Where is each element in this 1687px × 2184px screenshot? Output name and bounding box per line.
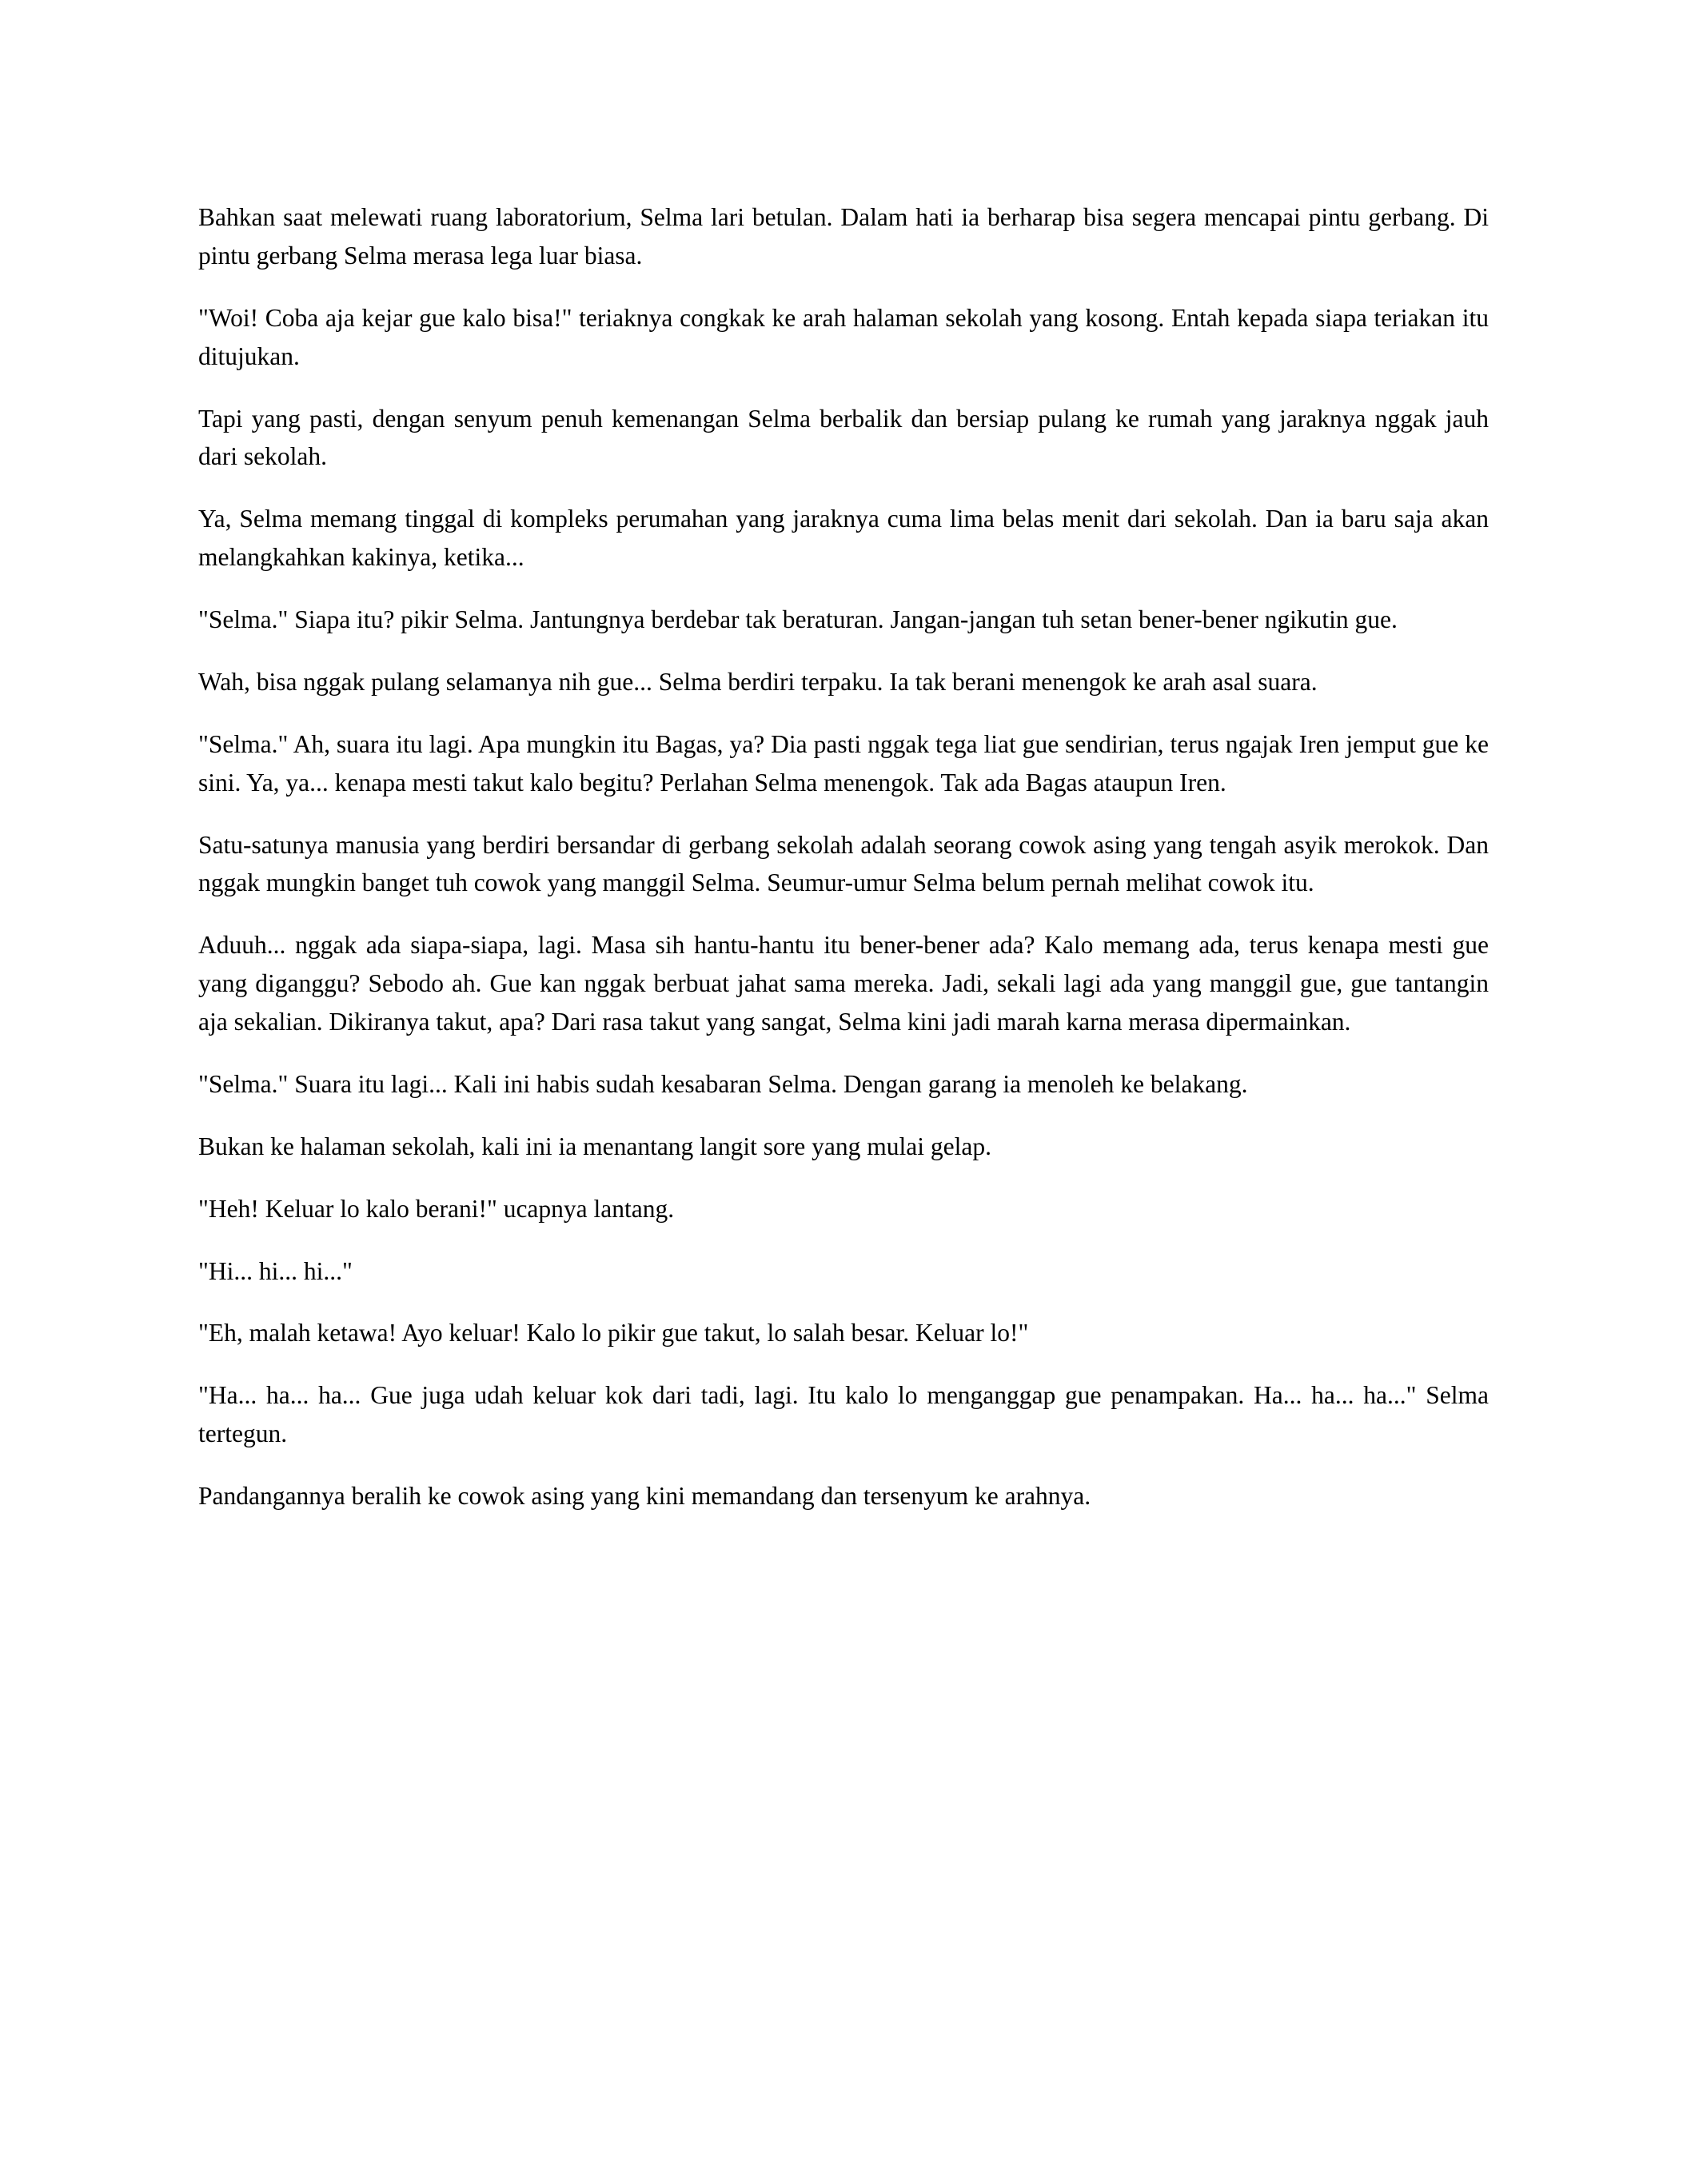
paragraph: "Hi... hi... hi..." [198,1256,353,1285]
paragraph: "Selma." Ah, suara itu lagi. Apa mungkin itu Bagas, ya? Dia pasti nggak tega liat gue sendirian, terus ngajak Iren jemput gue ke sini. Ya, ya... kenapa mesti takut kalo begitu? Perlahan Selma menengok. Tak ada Bagas ataupun Iren. [198,729,1489,797]
document-body [198,198,1489,1515]
paragraph: "Selma." Siapa itu? pikir Selma. Jantungnya berdebar tak beraturan. Jangan-jangan tuh setan bener-bener ngikutin gue. [198,605,1398,633]
paragraph: Satu-satunya manusia yang berdiri bersandar di gerbang sekolah adalah seorang cowok asing yang tengah asyik merokok. Dan nggak mungkin banget tuh cowok yang manggil Selma. Seumur-umur Selma belum pernah melihat cowok itu. [198,830,1489,897]
paragraph: "Woi! Coba aja kejar gue kalo bisa!" teriaknya congkak ke arah halaman sekolah yang kosong. Entah kepada siapa teriakan itu ditujukan. [198,303,1489,370]
paragraph: Aduuh... nggak ada siapa-siapa, lagi. Masa sih hantu-hantu itu bener-bener ada? Kalo memang ada, terus kenapa mesti gue yang diganggu? Sebodo ah. Gue kan nggak berbuat jahat sama mereka. Jadi, sekali lagi ada yang manggil gue, gue tantangin aja sekalian. Dikiranya takut, apa? Dari rasa takut yang sangat, Selma kini jadi marah karna merasa dipermainkan. [198,931,1489,1036]
paragraph: Bahkan saat melewati ruang laboratorium, Selma lari betulan. Dalam hati ia berharap bisa segera mencapai pintu gerbang. Di pintu gerbang Selma merasa lega luar biasa. [198,203,1489,270]
paragraph: Wah, bisa nggak pulang selamanya nih gue... Selma berdiri terpaku. Ia tak berani menengok ke arah asal suara. [198,667,1318,696]
paragraph: "Heh! Keluar lo kalo berani!" ucapnya lantang. [198,1194,675,1223]
paragraph: "Eh, malah ketawa! Ayo keluar! Kalo lo pikir gue takut, lo salah besar. Keluar lo!" [198,1319,1029,1348]
paragraph: Bukan ke halaman sekolah, kali ini ia menantang langit sore yang mulai gelap. [198,1132,991,1160]
paragraph: Ya, Selma memang tinggal di kompleks perumahan yang jaraknya cuma lima belas menit dari sekolah. Dan ia baru saja akan melangkahkan kakinya, ketika... [198,505,1489,572]
paragraph: "Selma." Suara itu lagi... Kali ini habis sudah kesabaran Selma. Dengan garang ia menoleh ke belakang. [198,1069,1248,1098]
paragraph: Tapi yang pasti, dengan senyum penuh kemenangan Selma berbalik dan bersiap pulang ke rumah yang jaraknya nggak jauh dari sekolah. [198,404,1489,471]
paragraph: Pandangannya beralih ke cowok asing yang kini memandang dan tersenyum ke arahnya. [198,1482,1091,1510]
paragraph: "Ha... ha... ha... Gue juga udah keluar kok dari tadi, lagi. Itu kalo lo menganggap gue penampakan. Ha... ha... ha..." Selma tertegun. [198,1381,1489,1448]
